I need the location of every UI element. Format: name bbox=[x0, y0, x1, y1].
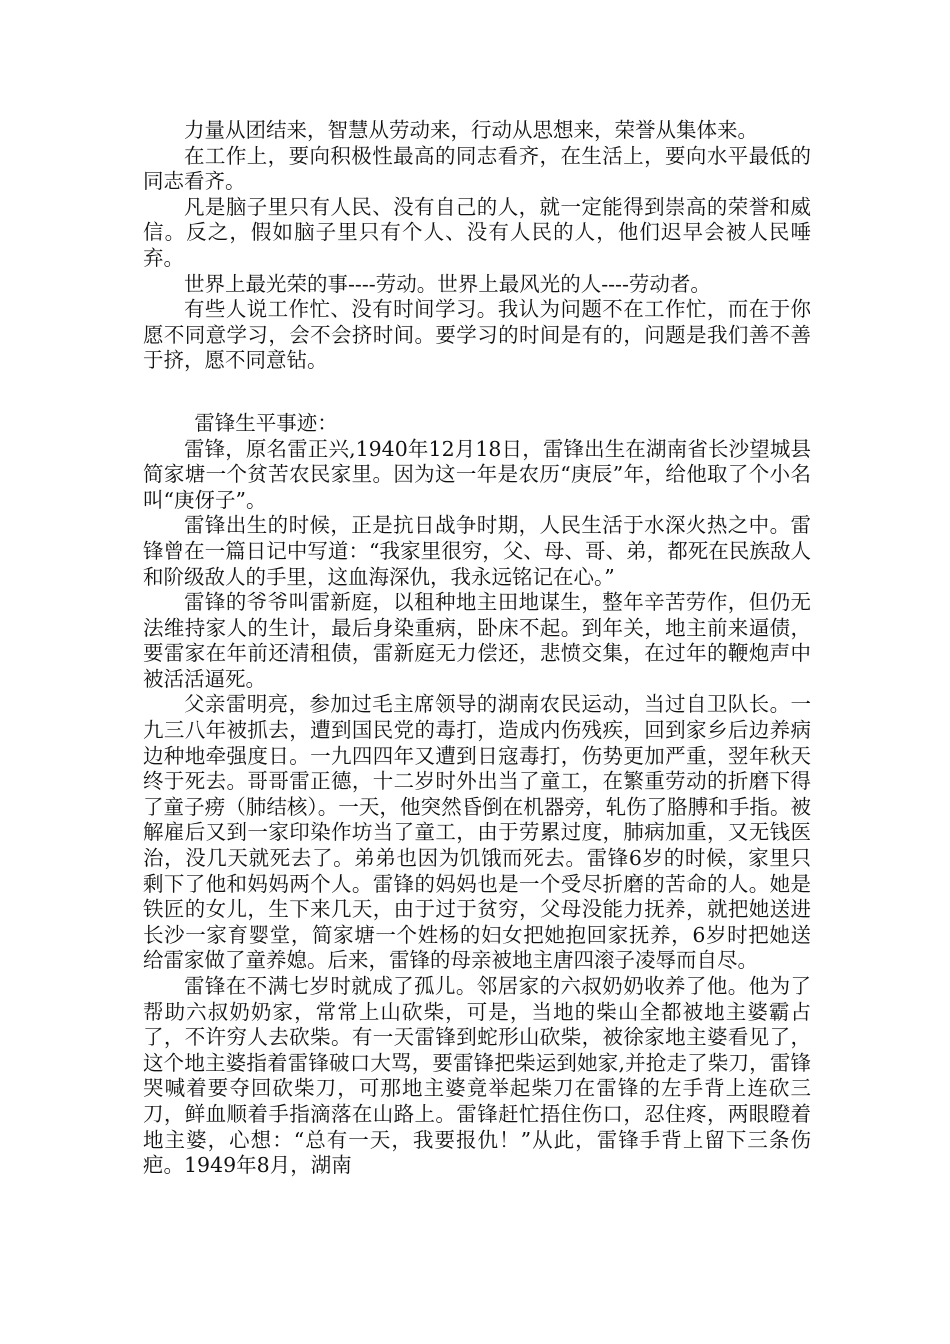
quote-paragraph: 力量从团结来，智慧从劳动来，行动从思想来，荣誉从集体来。 bbox=[184, 118, 758, 142]
quote-paragraph: 在工作上，要向积极性最高的同志看齐，在生活上，要向水平最低的同志看齐。 bbox=[143, 143, 811, 194]
biography-paragraph: 雷锋在不满七岁时就成了孤儿。邻居家的六叔奶奶收养了他。他为了帮助六叔奶奶家，常常上山砍柴，可是，当地的柴山全都被地主婆霸占了，不许穷人去砍柴。有一天雷锋到蛇形山砍柴，被徐家地主婆看见了，这个地主婆指着雷锋破口大骂，要雷锋把柴运到她家,并抢走了柴刀，雷锋哭喊着要夺回砍柴刀，可那地主婆竟举起柴刀在雷锋的左手背上连砍三刀，鲜血顺着手指滴落在山路上。雷锋赶忙捂住伤口，忍住疼，两眼瞪着地主婆，心想：“总有一天，我要报仇！”从此，雷锋手背上留下三条伤疤。1949年8月，湖南 bbox=[143, 974, 811, 1178]
section-heading: 雷锋生平事迹： bbox=[194, 410, 338, 435]
biography-paragraph: 雷锋出生的时候，正是抗日战争时期，人民生活于水深火热之中。雷锋曾在一篇日记中写道：“我家里很穷，父、母、哥、弟，都死在民族敌人和阶级敌人的手里，这血海深仇，我永远铭记在心。” bbox=[143, 513, 811, 589]
quote-paragraph: 有些人说工作忙、没有时间学习。我认为问题不在工作忙，而在于你愿不同意学习，会不会挤时间。要学习的时间是有的，问题是我们善不善于挤，愿不同意钻。 bbox=[143, 297, 811, 373]
biography-section bbox=[143, 411, 811, 1179]
biography-paragraph: 雷锋，原名雷正兴,1940年12月18日，雷锋出生在湖南省长沙望城县简家塘一个贫苦农民家里。因为这一年是农历“庚辰”年，给他取了个小名叫“庚伢子”。 bbox=[143, 436, 811, 512]
biography-paragraph: 父亲雷明亮，参加过毛主席领导的湖南农民运动，当过自卫队长。一九三八年被抓去，遭到国民党的毒打，造成内伤残疾，回到家乡后边养病边种地牵强度日。一九四四年又遭到日寇毒打，伤势更加严重，翌年秋天终于死去。哥哥雷正德，十二岁时外出当了童工，在繁重劳动的折磨下得了童子痨（肺结核）。一天，他突然昏倒在机器旁，轧伤了胳膊和手指。被解雇后又到一家印染作坊当了童工，由于劳累过度，肺病加重，又无钱医治，没几天就死去了。弟弟也因为饥饿而死去。雷锋6岁的时候，家里只剩下了他和妈妈两个人。雷锋的妈妈也是一个受尽折磨的苦命的人。她是铁匠的女儿，生下来几天，由于过于贫穷，父母没能力抚养，就把她送进长沙一家育婴堂，简家塘一个姓杨的妇女把她抱回家抚养，6岁时把她送给雷家做了童养媳。后来，雷锋的母亲被地主唐四滚子凌辱而自尽。 bbox=[143, 692, 811, 973]
quotes-section bbox=[143, 118, 811, 374]
quote-paragraph: 世界上最光荣的事----劳动。世界上最风光的人----劳动者。 bbox=[184, 271, 711, 296]
quote-paragraph: 凡是脑子里只有人民、没有自己的人，就一定能得到崇高的荣誉和威信。反之，假如脑子里只有个人、没有人民的人，他们迟早会被人民唾弃。 bbox=[143, 194, 811, 270]
document-page bbox=[143, 118, 811, 1179]
biography-paragraph: 雷锋的爷爷叫雷新庭，以租种地主田地谋生，整年辛苦劳作，但仍无法维持家人的生计，最后身染重病，卧床不起。到年关，地主前来逼债，要雷家在年前还清租债，雷新庭无力偿还，悲愤交集，在过年的鞭炮声中被活活逼死。 bbox=[143, 590, 811, 691]
section-spacer bbox=[143, 374, 811, 386]
